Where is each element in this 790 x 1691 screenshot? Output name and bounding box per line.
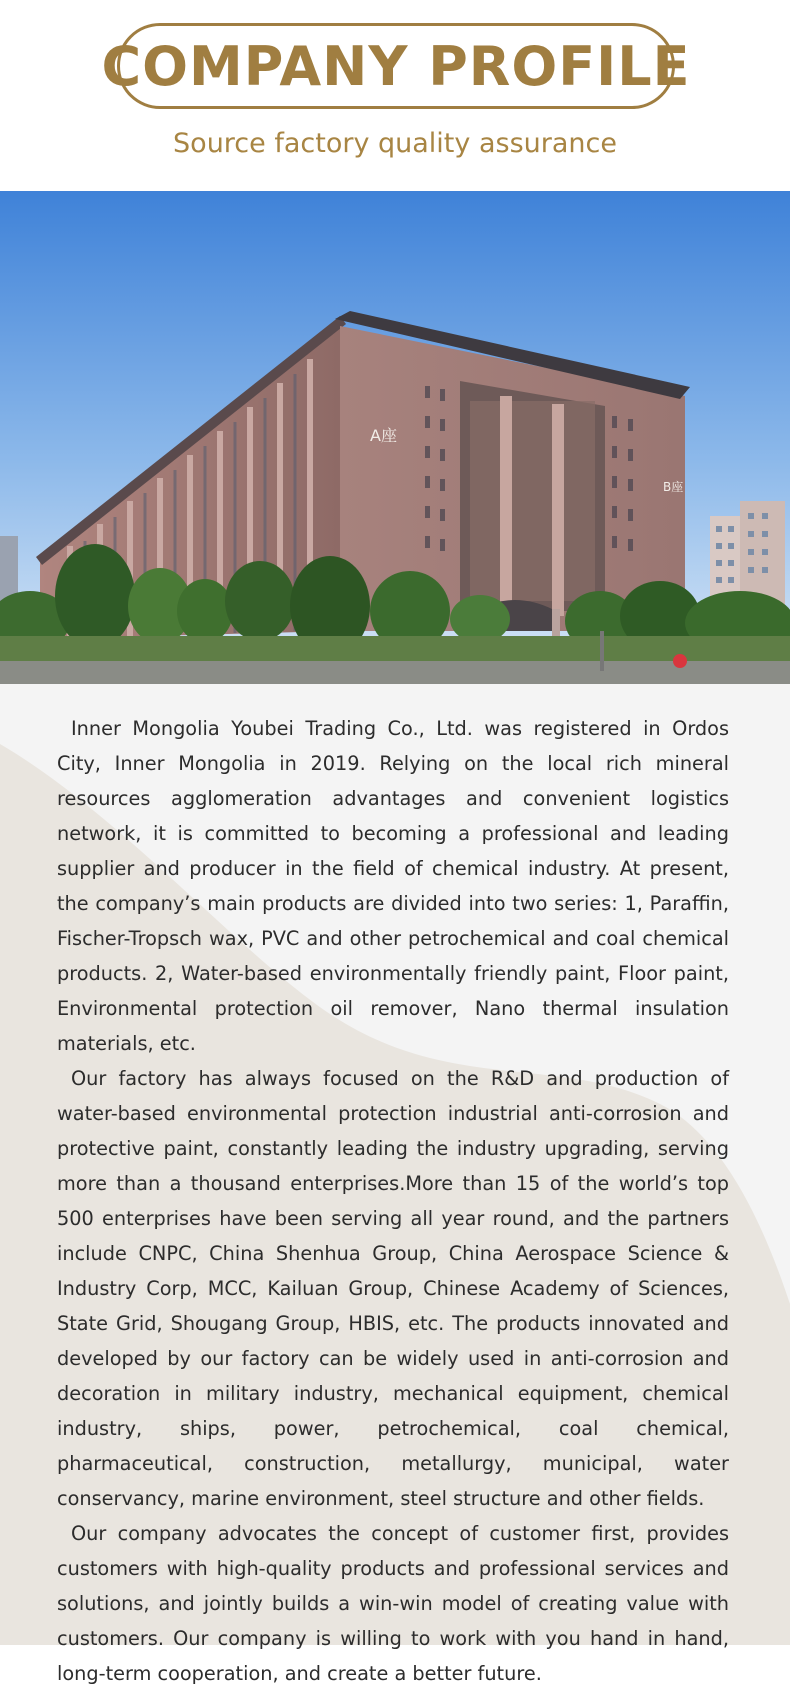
- header: [0, 0, 790, 191]
- description-paragraph-2: Our factory has always focused on the R&D and production of water-based environmental protection industrial anti-corrosion and protective paint, constantly leading the industry upgrading, serving more than a thousand enterprises.More than 15 of the world’s top 500 enterprises have been serving all year round, and the partners include CNPC, China Shenhua Group, China Aerospace Science & Industry Corp, MCC, Kailuan Group, Chinese Academy of Sciences, State Grid, Shougang Group, HBIS, etc. The products innovated and developed by our factory can be widely used in anti-corrosion and decoration in military industry, mechanical equipment, chemical industry, ships, power, petrochemical, coal chemical, pharmaceutical, construction, metallurgy, municipal, water conservancy, marine environment, steel structure and other fields.: [57, 1067, 729, 1510]
- building-sign-b: B座: [663, 480, 684, 494]
- building-sign-a: A座: [370, 426, 397, 445]
- title-frame: [101, 23, 691, 109]
- page-subtitle: Source factory quality assurance: [173, 128, 617, 159]
- company-description-section: [0, 684, 790, 1685]
- page-title: COMPANY PROFILE: [101, 34, 691, 98]
- description-paragraph-1: Inner Mongolia Youbei Trading Co., Ltd. was registered in Ordos City, Inner Mongolia in 2019. Relying on the local rich mineral resources agglomeration advantages and convenient logistics network, it is committed to becoming a professional and leading supplier and producer in the field of chemical industry. At present, the company’s main products are divided into two series: 1, Paraffin, Fischer-Tropsch wax, PVC and other petrochemical and coal chemical products. 2, Water-based environmentally friendly paint, Floor paint, Environmental protection oil remover, Nano thermal insulation materials, etc.: [57, 717, 729, 1055]
- description-paragraph-3: Our company advocates the concept of customer first, provides customers with high-quality products and professional services and solutions, and jointly builds a win-win model of creating value with customers. Our company is willing to work with you hand in hand, long-term cooperation, and create a better future.: [57, 1522, 729, 1685]
- company-building-photo: [0, 191, 790, 684]
- company-description: [57, 711, 729, 1691]
